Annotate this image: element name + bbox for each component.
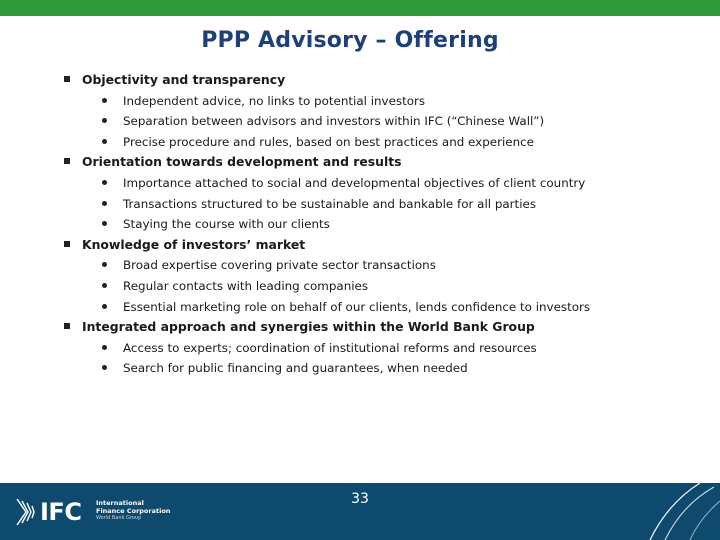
list-item [62,214,702,235]
list-item-text: Separation between advisors and investors within IFC (“Chinese Wall”) [123,114,545,129]
logo-wordmark [96,500,196,523]
round-bullet-icon [102,221,107,226]
section-heading [62,317,702,338]
section-integrated [62,317,702,379]
list-item-text: Staying the course with our clients [123,217,330,232]
section-orientation [62,152,702,234]
list-item-text: Access to experts; coordination of institutional reforms and resources [123,340,537,355]
list-item [62,297,702,318]
logo-line-1: International [96,499,144,507]
round-bullet-icon [102,345,107,350]
round-bullet-icon [102,262,107,267]
list-item [62,132,702,153]
footer-bar [0,483,720,540]
list-item-text: Search for public financing and guarantees, when needed [123,361,468,376]
list-item [62,276,702,297]
list-item-text: Transactions structured to be sustainable and bankable for all parties [123,196,537,211]
section-heading-text: Objectivity and transparency [82,72,286,87]
round-bullet-icon [102,139,107,144]
section-heading [62,152,702,173]
round-bullet-icon [102,118,107,123]
list-item [62,111,702,132]
square-bullet-icon [64,158,70,164]
section-heading-text: Integrated approach and synergies within the World Bank Group [82,319,535,335]
square-bullet-icon [64,241,70,247]
section-heading-text: Knowledge of investors’ market [82,236,306,252]
round-bullet-icon [102,180,107,185]
section-objectivity [62,70,702,152]
slide-title: PPP Advisory – Offering [201,28,499,53]
page-number: 33 [351,491,369,507]
square-bullet-icon [64,323,70,329]
list-item-text: Importance attached to social and developmental objectives of client country [123,175,586,190]
top-accent-bar [0,0,720,16]
round-bullet-icon [102,304,107,309]
list-item [62,173,702,194]
list-item-text: Independent advice, no links to potential investors [123,93,426,108]
section-heading [62,70,702,91]
round-bullet-icon [102,98,107,103]
list-item [62,358,702,379]
logo-abbrev: IFC [40,498,82,526]
section-heading-text: Orientation towards development and results [82,154,402,170]
logo-line-3: World Bank Group [96,515,142,521]
logo-line-2: Finance Corporation [96,506,171,515]
slide-content [62,70,702,379]
list-item-text: Broad expertise covering private sector transactions [123,258,436,273]
globe-lines-icon [14,497,38,527]
ifc-logo [14,497,184,527]
round-bullet-icon [102,365,107,370]
list-item [62,194,702,215]
square-bullet-icon [64,76,70,82]
round-bullet-icon [102,283,107,288]
list-item-text: Essential marketing role on behalf of our clients, lends confidence to investors [123,299,591,314]
list-item-text: Regular contacts with leading companies [123,278,369,293]
section-knowledge [62,235,702,317]
list-item-text: Precise procedure and rules, based on best practices and experience [123,134,534,149]
section-heading [62,235,702,256]
list-item [62,338,702,359]
list-item [62,255,702,276]
list-item [62,91,702,112]
round-bullet-icon [102,201,107,206]
